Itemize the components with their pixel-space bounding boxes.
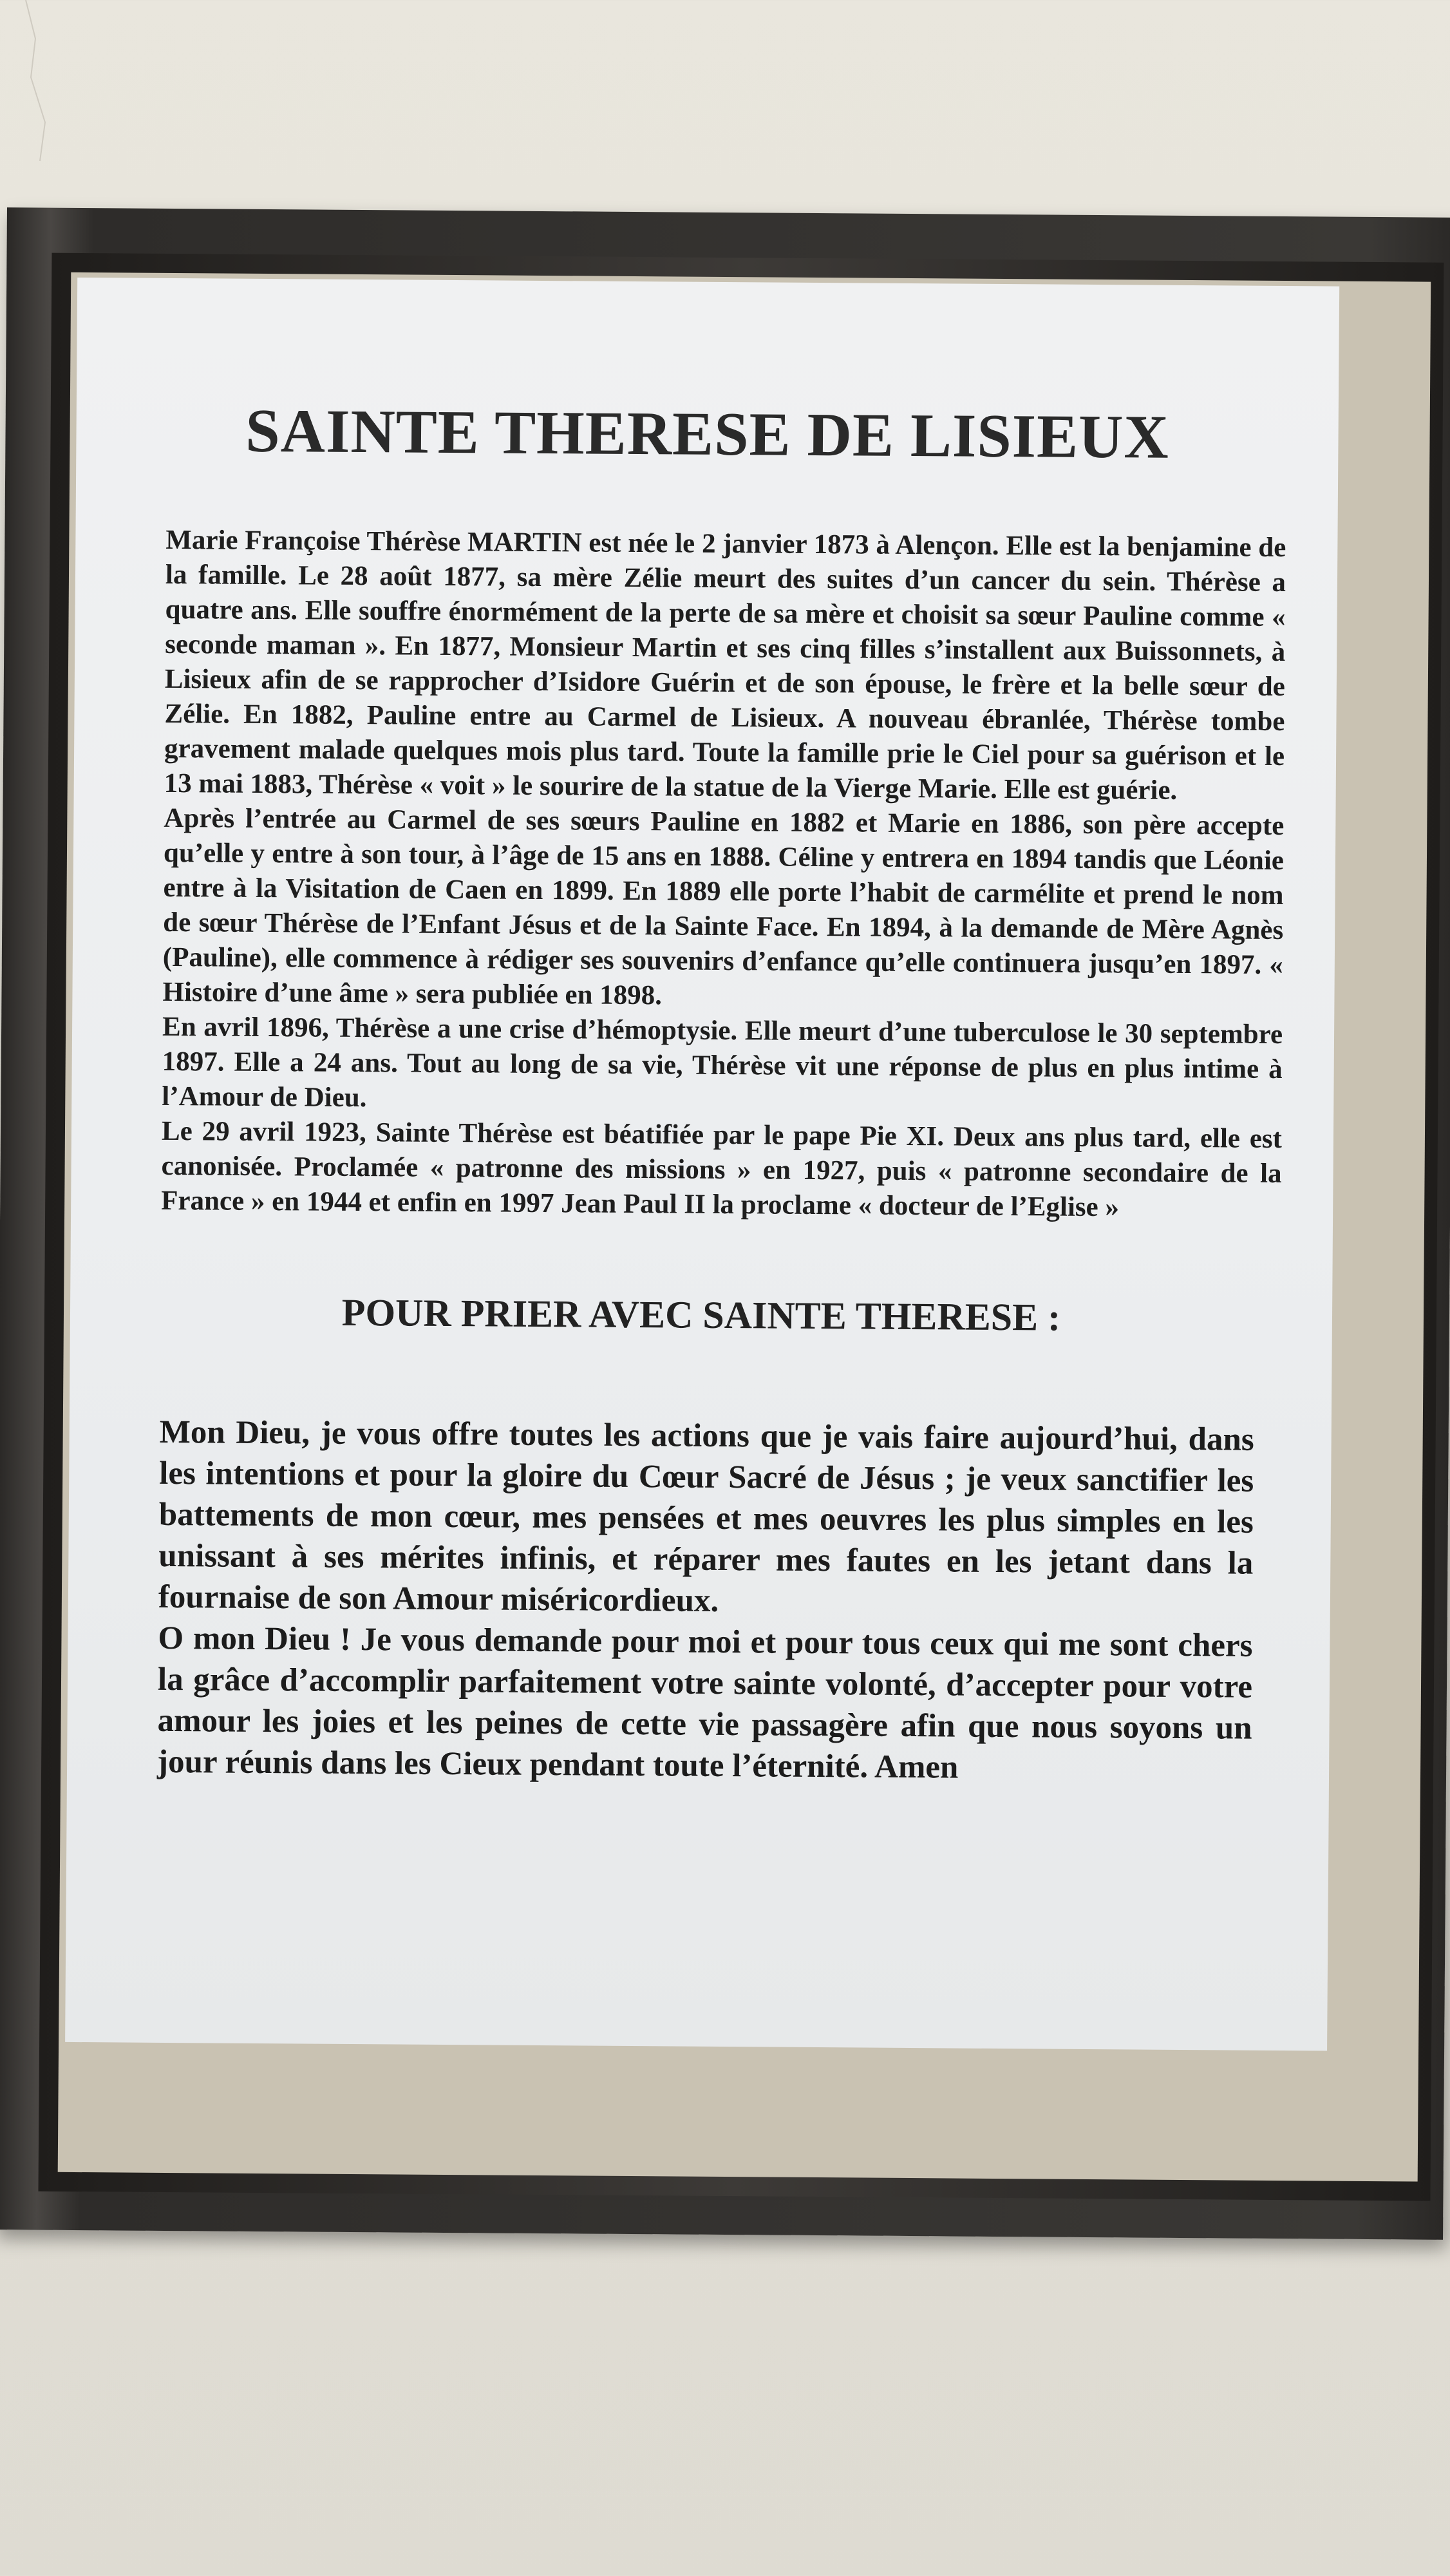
wall-crack — [0, 0, 258, 206]
prayer-text — [157, 1412, 1254, 1790]
poster-sheet — [65, 278, 1339, 2051]
biography-paragraph: En avril 1896, Thérèse a une crise d’hémoptysie. Elle meurt d’une tuberculose le 30 septembre 1897. Elle a 24 ans. Tout au long de sa vie, Thérèse vit une réponse de plus en plus intime à l’Amour de Dieu. — [162, 1011, 1283, 1113]
poster-title: SAINTE THERESE DE LISIEUX — [245, 395, 1170, 471]
biography-paragraph: Marie Françoise Thérèse MARTIN est née le 2 janvier 1873 à Alençon. Elle est la benjamine de la famille. Le 28 août 1877, sa mère Zélie meurt des suites d’un cancer du sein. Thérèse a quatre ans. Elle souffre énormément de la perte de sa mère et choisit sa sœur Pauline comme « seconde maman ». En 1877, Monsieur Martin et ses cinq filles s’installent aux Buissonnets, à Lisieux afin de se rapprocher d’Isidore Guérin et de son épouse, le frère et la belle sœur de Zélie. En 1882, Pauline entre au Carmel de Lisieux. A nouveau ébranlée, Thérèse tombe gravement malade quelques mois plus tard. Toute la famille prie le Ciel pour sa guérison et le 13 mai 1883, Thérèse « voit » le sourire de la statue de la Vierge Marie. Elle est guérie. — [164, 524, 1286, 806]
prayer-paragraph: Mon Dieu, je vous offre toutes les actions que je vais faire aujourd’hui, dans les intentions et pour la gloire du Cœur Sacré de Jésus ; je veux sanctifier les battements de mon cœur, mes pensées et mes oeuvres les plus simples en les unissant à ses mérites infinis, et réparer mes fautes en les jetant dans la fournaise de son Amour miséricordieux. — [158, 1414, 1254, 1619]
biography-paragraph: Après l’entrée au Carmel de ses sœurs Pauline en 1882 et Marie en 1886, son père accepte qu’elle y entre à son tour, à l’âge de 15 ans en 1888. Céline y entrera en 1894 tandis que Léonie entre à la Visitation de Caen en 1899. En 1889 elle porte l’habit de carmélite et prend le nom de sœur Thérèse de l’Enfant Jésus et de la Sainte Face. En 1894, à la demande de Mère Agnès (Pauline), elle commence à rédiger ses souvenirs d’enfance qu’elle continuera jusqu’en 1897. « Histoire d’une âme » sera publiée en 1898. — [162, 802, 1285, 1011]
prayer-paragraph: O mon Dieu ! Je vous demande pour moi et pour tous ceux qui me sont chers la grâce d’accomplir parfaitement votre sainte volonté, d’accepter pour votre amour les joies et les peines de cette vie passagère afin que nous soyons un jour réunis dans les Cieux pendant toute l’éternité. Amen — [156, 1620, 1253, 1786]
prayer-heading: POUR PRIER AVEC SAINTE THERESE : — [341, 1291, 1061, 1339]
biography-paragraph: Le 29 avril 1923, Sainte Thérèse est béatifiée par le pape Pie XI. Deux ans plus tard, elle est canonisée. Proclamée « patronne des missions » en 1927, puis « patronne secondaire de la France » en 1944 et enfin en 1997 Jean Paul II la proclame « docteur de l’Eglise » — [161, 1115, 1283, 1223]
picture-frame — [0, 207, 1450, 2240]
biography-text — [161, 523, 1286, 1226]
